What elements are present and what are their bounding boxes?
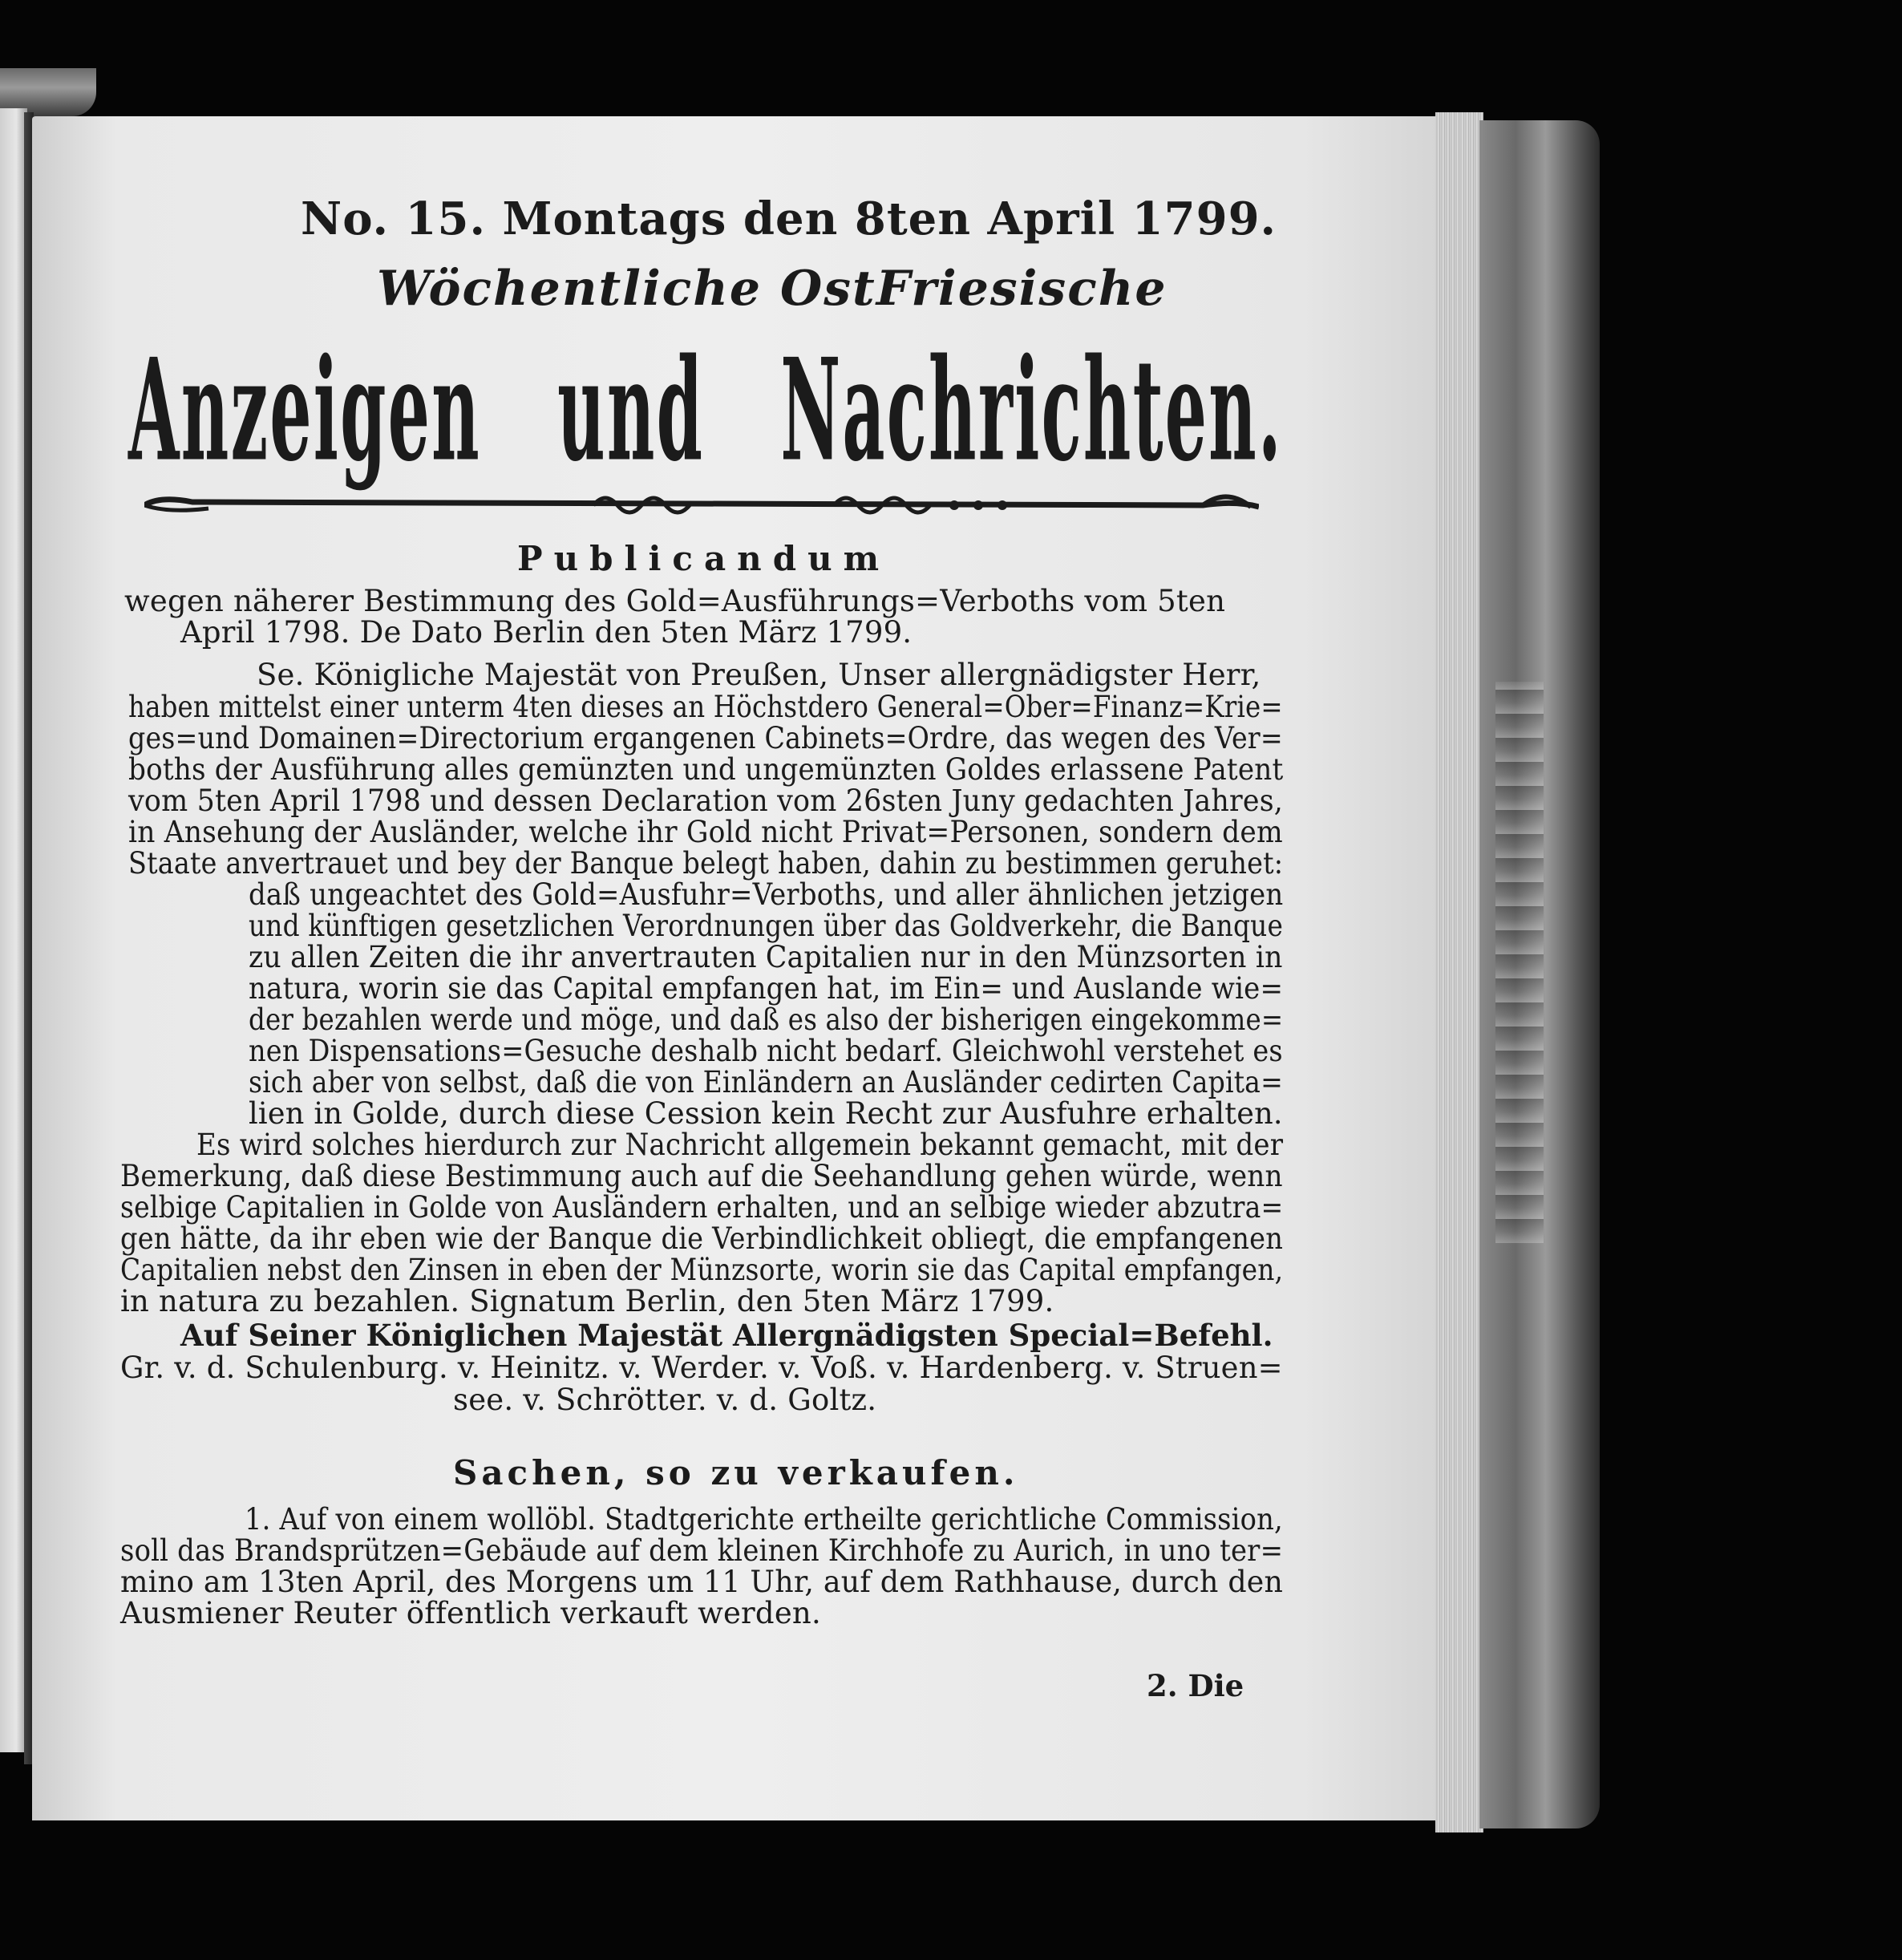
body-line: Staate anvertrauet und bey der Banque belegt haben, dahin zu bestimmen geruhet: (128, 846, 1284, 881)
body-line: Es wird solches hierdurch zur Nachricht allgemein bekannt gemacht, mit der (196, 1128, 1284, 1162)
body-line: zu allen Zeiten die ihr anvertrauten Capitalien nur in den Münzsorten in (249, 940, 1283, 974)
body-line: lien in Golde, durch diese Cession kein Recht zur Ausfuhre erhalten. (249, 1096, 1283, 1131)
catchword: 2. Die (1147, 1668, 1244, 1703)
body-line: gen hätte, da ihr eben wie der Banque die Verbindlichkeit obliegt, die empfangenen (120, 1221, 1284, 1256)
body-line: haben mittelst einer unterm 4ten dieses an Höchstdero General=Ober=Finanz=Krie= (128, 690, 1283, 724)
ornamental-rule (144, 481, 1259, 529)
signature-heading: Auf Seiner Königlichen Majestät Allergnädigsten Special=Befehl. (180, 1318, 1273, 1353)
body-line: in natura zu bezahlen. Signatum Berlin, den 5ten März 1799. (120, 1284, 1054, 1318)
body-line: Se. Königliche Majestät von Preußen, Unser allergnädigster Herr, (257, 658, 1261, 692)
body-line: sich aber von selbst, daß die von Einländern an Ausländer cedirten Capita= (249, 1065, 1283, 1099)
body-line: in Ansehung der Ausländer, welche ihr Gold nicht Privat=Personen, sondern dem (128, 815, 1283, 849)
body-line: vom 5ten April 1798 und dessen Declaration vom 26sten Juny gedachten Jahres, (128, 784, 1284, 818)
body-line: Capitalien nebst den Zinsen in eben der Münzsorte, worin sie das Capital empfangen, (120, 1253, 1284, 1287)
body-line: ges=und Domainen=Directorium ergangenen Cabinets=Ordre, das wegen des Ver= (128, 721, 1283, 755)
body-line: boths der Ausführung alles gemünzten und ungemünzten Goldes erlassene Patent (128, 752, 1284, 787)
publicandum-heading: Publicandum (517, 539, 891, 578)
body-line: natura, worin sie das Capital empfangen hat, im Ein= und Auslande wie= (249, 971, 1284, 1006)
sale-heading: Sachen, so zu verkaufen. (453, 1453, 1019, 1492)
sale-line: mino am 13ten April, des Morgens um 11 Uhr, auf dem Rathhause, durch den (120, 1565, 1284, 1599)
sale-line: Ausmiener Reuter öffentlich verkauft werden. (120, 1596, 821, 1630)
newspaper-subtitle: Wöchentliche OstFriesische (377, 261, 1168, 317)
issue-number-line: No. 15. Montags den 8ten April 1799. (301, 192, 1277, 245)
body-line: daß ungeachtet des Gold=Ausfuhr=Verboths, und aller ähnlichen jetzigen (249, 877, 1284, 912)
body-line: und künftigen gesetzlichen Verordnungen über das Goldverkehr, die Banque (249, 909, 1284, 943)
sale-line: 1. Auf von einem wollöbl. Stadtgerichte ertheilte gerichtliche Commission, (245, 1502, 1283, 1537)
body-line: nen Dispensations=Gesuche deshalb nicht bedarf. Gleichwohl verstehet es (249, 1034, 1283, 1068)
body-line: wegen näherer Bestimmung des Gold=Ausführungs=Verboths vom 5ten (124, 584, 1226, 618)
sale-line: soll das Brandsprützen=Gebäude auf dem kleinen Kirchhofe zu Aurich, in uno ter= (120, 1533, 1284, 1568)
signatories-line: Gr. v. d. Schulenburg. v. Heinitz. v. Werder. v. Voß. v. Hardenberg. v. Struen= (120, 1351, 1283, 1385)
body-line: der bezahlen werde und möge, und daß es also der bisherigen eingekomme= (249, 1002, 1284, 1037)
newspaper-title: Anzeigen und Nachrichten. (128, 329, 1283, 493)
body-line: April 1798. De Dato Berlin den 5ten März 1799. (180, 615, 913, 650)
signatories-line: see. v. Schrötter. v. d. Goltz. (453, 1383, 877, 1417)
body-line: selbige Capitalien in Golde von Ausländern erhalten, und an selbige wieder abzutra= (120, 1190, 1284, 1225)
body-line: Bemerkung, daß diese Bestimmung auch auf die Seehandlung gehen würde, wenn (120, 1159, 1283, 1193)
